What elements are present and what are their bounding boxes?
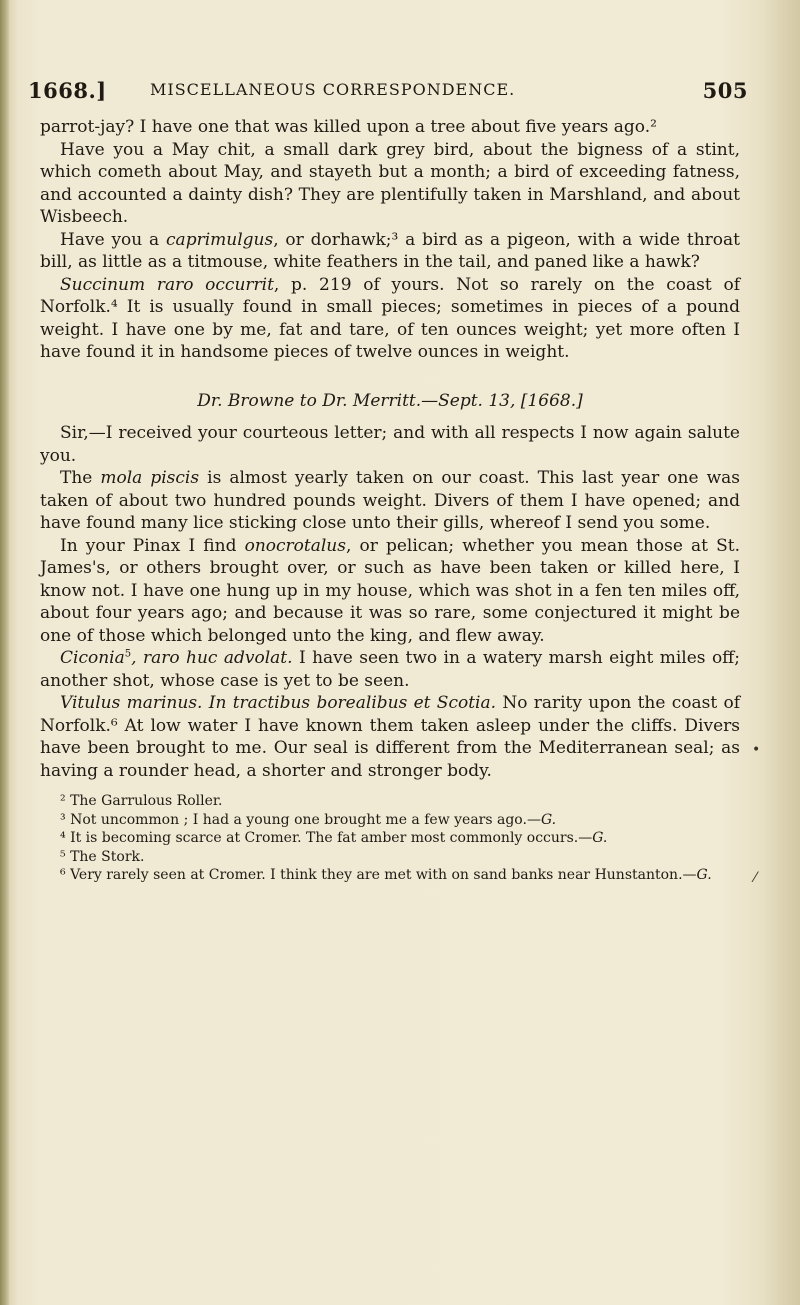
- text-span: In your Pinax I find: [60, 535, 245, 556]
- page-number: 505: [702, 78, 748, 103]
- text-span: I have seen two in a watery marsh eight miles off; another shot, whose case is yet to be seen.: [40, 648, 740, 691]
- paragraph-salutation: Sir,—I received your courteous letter; and with all respects I now again salute you.: [40, 423, 740, 466]
- text-span: , or pelican; whether you mean those at St. James's, or others brought over, or such as have been taken or killed here, I know not. I have one hung up in my house, which was shot in a fen ten miles off, about four years ago; and because it was so rare, some conjectured it might be one of those which belonged unto the king, and flew away.: [40, 535, 741, 646]
- text-span: , p. 219 of yours. Not so rarely on the coast of Norfolk.⁴ It is usually found in small pieces; sometimes in pieces of a pound weight. I have one by me, fat and tare, of ten ounces weight; yet more often I have found it in handsome pieces of twelve ounces in weight.: [40, 274, 740, 362]
- footnote-signature: G.: [540, 811, 557, 828]
- footnote: [40, 792, 740, 811]
- italic-term: caprimulgus: [166, 229, 274, 250]
- footnote-ref: 5: [124, 648, 132, 660]
- footnote-number: ⁵: [60, 848, 66, 865]
- footnotes: [40, 792, 740, 885]
- page-edge: [762, 0, 800, 1305]
- header-title: MISCELLANEOUS CORRESPONDENCE.: [150, 80, 516, 99]
- text-span: is almost yearly taken on our coast. This last year one was taken of about two hundred pounds weight. Divers of them I have opened; and have found many lice sticking close unto their gills, whereof I send you some.: [40, 468, 740, 533]
- italic-term: , raro huc advolat.: [131, 648, 293, 668]
- letter-heading: Dr. Browne to Dr. Merritt.—Sept. 13, [1668.]: [197, 390, 583, 411]
- footnote-number: ⁶: [60, 867, 66, 883]
- footnote-text: Not uncommon ; I had a young one brought me a few years ago.—: [70, 811, 541, 828]
- paragraph-succinum: [40, 274, 740, 364]
- paragraph-parrot-jay: parrot-jay? I have one that was killed upon a tree about five years ago.²: [40, 117, 657, 137]
- italic-term: mola piscis: [100, 468, 200, 488]
- footnote-number: ⁴: [60, 830, 66, 846]
- text-span: No rarity upon the coast of Norfolk.⁶ At low water I have known them taken asleep under the cliffs. Divers have been brought to me. Our seal is different from the Mediterranean seal; as having a rounder head, a shorter and stronger body.: [40, 693, 740, 781]
- binding-edge: [0, 0, 10, 1305]
- paragraph-mola-piscis: [40, 467, 740, 535]
- paragraph-vitulus: [40, 692, 740, 782]
- footnote-number: ²: [60, 793, 66, 809]
- footnote-text: Very rarely seen at Cromer. I think they are met with on sand banks near Hunstanton.—: [70, 867, 697, 883]
- body-text: [40, 116, 740, 885]
- footnote-text: It is becoming scarce at Cromer. The fat amber most commonly occurs.—: [70, 830, 593, 846]
- paragraph-may-chit: Have you a May chit, a small dark grey bird, about the bigness of a stint, which cometh about May, and stayeth but a month; a bird of exceeding fatness, and accounted a dainty dish? They are plentifully taken in Marshland, and about Wisbeech.: [40, 139, 740, 227]
- text-span: The: [60, 468, 101, 488]
- margin-mark: ⁄: [754, 870, 757, 886]
- footnote-number: ³: [60, 811, 66, 828]
- margin-mark: •: [752, 742, 761, 758]
- footnote-text: The Stork.: [70, 848, 145, 865]
- paragraph-pelican: [40, 535, 740, 648]
- footnote: [40, 848, 740, 867]
- running-header: [28, 78, 748, 108]
- footnote-signature: G.: [696, 867, 712, 883]
- footnote: [40, 866, 740, 885]
- text-span: , or dorhawk;³ a bird as a pigeon, with a wide throat bill, as little as a titmouse, white feathers in the tail, and paned like a hawk?: [40, 229, 740, 272]
- header-year: 1668.]: [28, 78, 107, 103]
- paragraph-caprimulgus: [40, 229, 740, 274]
- italic-term: Vitulus marinus. In tractibus borealibus et Scotia.: [60, 693, 497, 713]
- text-span: Have you a: [60, 229, 167, 250]
- italic-term: Succinum raro occurrit: [60, 274, 274, 295]
- paragraph-ciconia: [40, 647, 740, 692]
- footnote-text: The Garrulous Roller.: [70, 793, 223, 809]
- italic-term: Ciconia: [60, 648, 125, 668]
- footnote: [40, 811, 740, 830]
- italic-term: onocrotalus: [244, 535, 346, 556]
- footnote-signature: G.: [592, 830, 608, 846]
- footnote: [40, 829, 740, 848]
